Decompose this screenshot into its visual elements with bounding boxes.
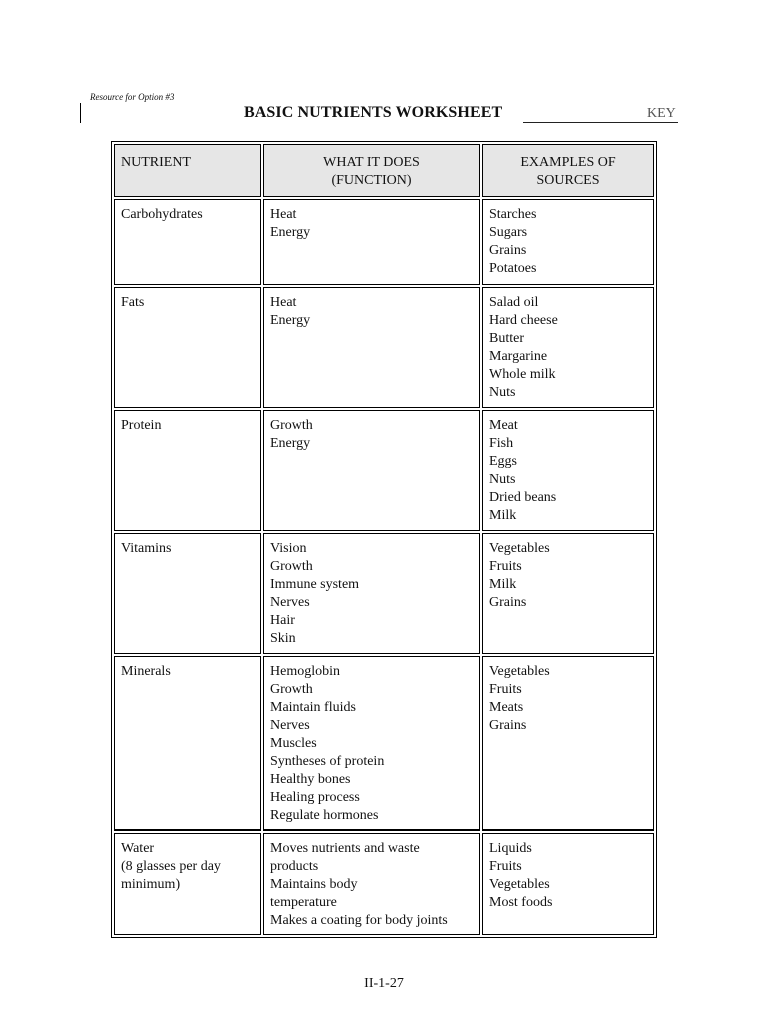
function-item: Heat <box>270 207 297 222</box>
function-item: Immune system <box>270 577 360 592</box>
source-item: Milk <box>489 508 517 523</box>
source-item: Milk <box>489 577 517 592</box>
function-cell <box>263 533 480 654</box>
header-sources-line1: EXAMPLES OF <box>520 155 616 170</box>
key-label: KEY <box>647 106 676 121</box>
function-item: Heat <box>270 295 297 310</box>
nutrient-cell <box>114 199 261 285</box>
nutrient-cell <box>114 410 261 531</box>
function-cell <box>263 833 480 935</box>
nutrient-name: Protein <box>121 418 162 433</box>
function-item: Hair <box>270 613 295 628</box>
sources-cell <box>482 833 654 935</box>
table-row <box>114 533 654 654</box>
source-item: Margarine <box>489 349 548 364</box>
nutrient-cell <box>114 533 261 654</box>
function-item: Growth <box>270 682 313 697</box>
source-item: Fruits <box>489 859 522 874</box>
sources-cell <box>482 656 654 831</box>
function-cell <box>263 656 480 831</box>
source-item: Sugars <box>489 225 528 240</box>
table-row <box>114 199 654 285</box>
source-item: Nuts <box>489 472 516 487</box>
source-item: Eggs <box>489 454 517 469</box>
source-item: Fish <box>489 436 514 451</box>
function-item: Maintain fluids <box>270 700 356 715</box>
function-item: Muscles <box>270 736 317 751</box>
nutrients-table <box>111 141 657 938</box>
function-item: Makes a coating for body joints <box>270 913 448 928</box>
nutrient-cell <box>114 833 261 935</box>
source-item: Most foods <box>489 895 553 910</box>
header-function-line1: WHAT IT DOES <box>323 155 420 170</box>
sources-cell <box>482 410 654 531</box>
source-item: Whole milk <box>489 367 556 382</box>
header-row <box>114 144 654 197</box>
nutrient-name: Fats <box>121 295 145 310</box>
source-item: Hard cheese <box>489 313 558 328</box>
function-item: Nerves <box>270 595 310 610</box>
nutrient-name: Minerals <box>121 664 171 679</box>
function-item: Moves nutrients and waste <box>270 841 420 856</box>
source-item: Dried beans <box>489 490 557 505</box>
source-item: Vegetables <box>489 877 550 892</box>
function-item: Growth <box>270 559 313 574</box>
sources-cell <box>482 533 654 654</box>
header-sources <box>482 144 654 197</box>
function-item: Energy <box>270 225 311 240</box>
nutrient-name: minimum) <box>121 877 181 892</box>
function-cell <box>263 199 480 285</box>
nutrient-cell <box>114 656 261 831</box>
nutrient-cell <box>114 287 261 408</box>
function-item: Nerves <box>270 718 310 733</box>
function-item: products <box>270 859 319 874</box>
source-item: Vegetables <box>489 664 550 679</box>
header-sources-line2: SOURCES <box>536 173 600 188</box>
function-item: Healing process <box>270 790 360 805</box>
nutrient-name: Water <box>121 841 155 856</box>
sources-cell <box>482 199 654 285</box>
function-item: Syntheses of protein <box>270 754 385 769</box>
header-function <box>263 144 480 197</box>
source-item: Meats <box>489 700 524 715</box>
source-item: Liquids <box>489 841 532 856</box>
worksheet-title: BASIC NUTRIENTS WORKSHEET <box>244 104 503 121</box>
source-item: Fruits <box>489 682 522 697</box>
title-underline <box>523 122 678 123</box>
function-item: Healthy bones <box>270 772 351 787</box>
function-item: Maintains body <box>270 877 358 892</box>
function-item: Regulate hormones <box>270 808 379 823</box>
table-row <box>114 833 654 935</box>
function-item: Hemoglobin <box>270 664 340 679</box>
sources-cell <box>482 287 654 408</box>
source-item: Meat <box>489 418 518 433</box>
header-nutrient <box>114 144 261 197</box>
function-cell <box>263 410 480 531</box>
source-item: Butter <box>489 331 524 346</box>
source-item: Vegetables <box>489 541 550 556</box>
resource-note: Resource for Option #3 <box>90 92 175 102</box>
header-nutrient-label: NUTRIENT <box>121 155 191 170</box>
source-item: Grains <box>489 718 527 733</box>
table-row <box>114 410 654 531</box>
function-item: Growth <box>270 418 313 433</box>
function-item: Energy <box>270 436 311 451</box>
function-item: Energy <box>270 313 311 328</box>
function-item: Vision <box>270 541 307 556</box>
source-item: Grains <box>489 243 527 258</box>
source-item: Salad oil <box>489 295 539 310</box>
table-row <box>114 656 654 831</box>
source-item: Fruits <box>489 559 522 574</box>
nutrient-name: Vitamins <box>121 541 172 556</box>
table-row <box>114 287 654 408</box>
source-item: Potatoes <box>489 261 537 276</box>
source-item: Starches <box>489 207 537 222</box>
nutrient-name: Carbohydrates <box>121 207 203 222</box>
margin-bar <box>80 103 81 123</box>
source-item: Grains <box>489 595 527 610</box>
header-function-line2: (FUNCTION) <box>331 173 412 188</box>
nutrient-name: (8 glasses per day <box>121 859 221 874</box>
function-item: temperature <box>270 895 337 910</box>
source-item: Nuts <box>489 385 516 400</box>
function-item: Skin <box>270 631 296 646</box>
function-cell <box>263 287 480 408</box>
page-number: II-1-27 <box>364 976 404 991</box>
